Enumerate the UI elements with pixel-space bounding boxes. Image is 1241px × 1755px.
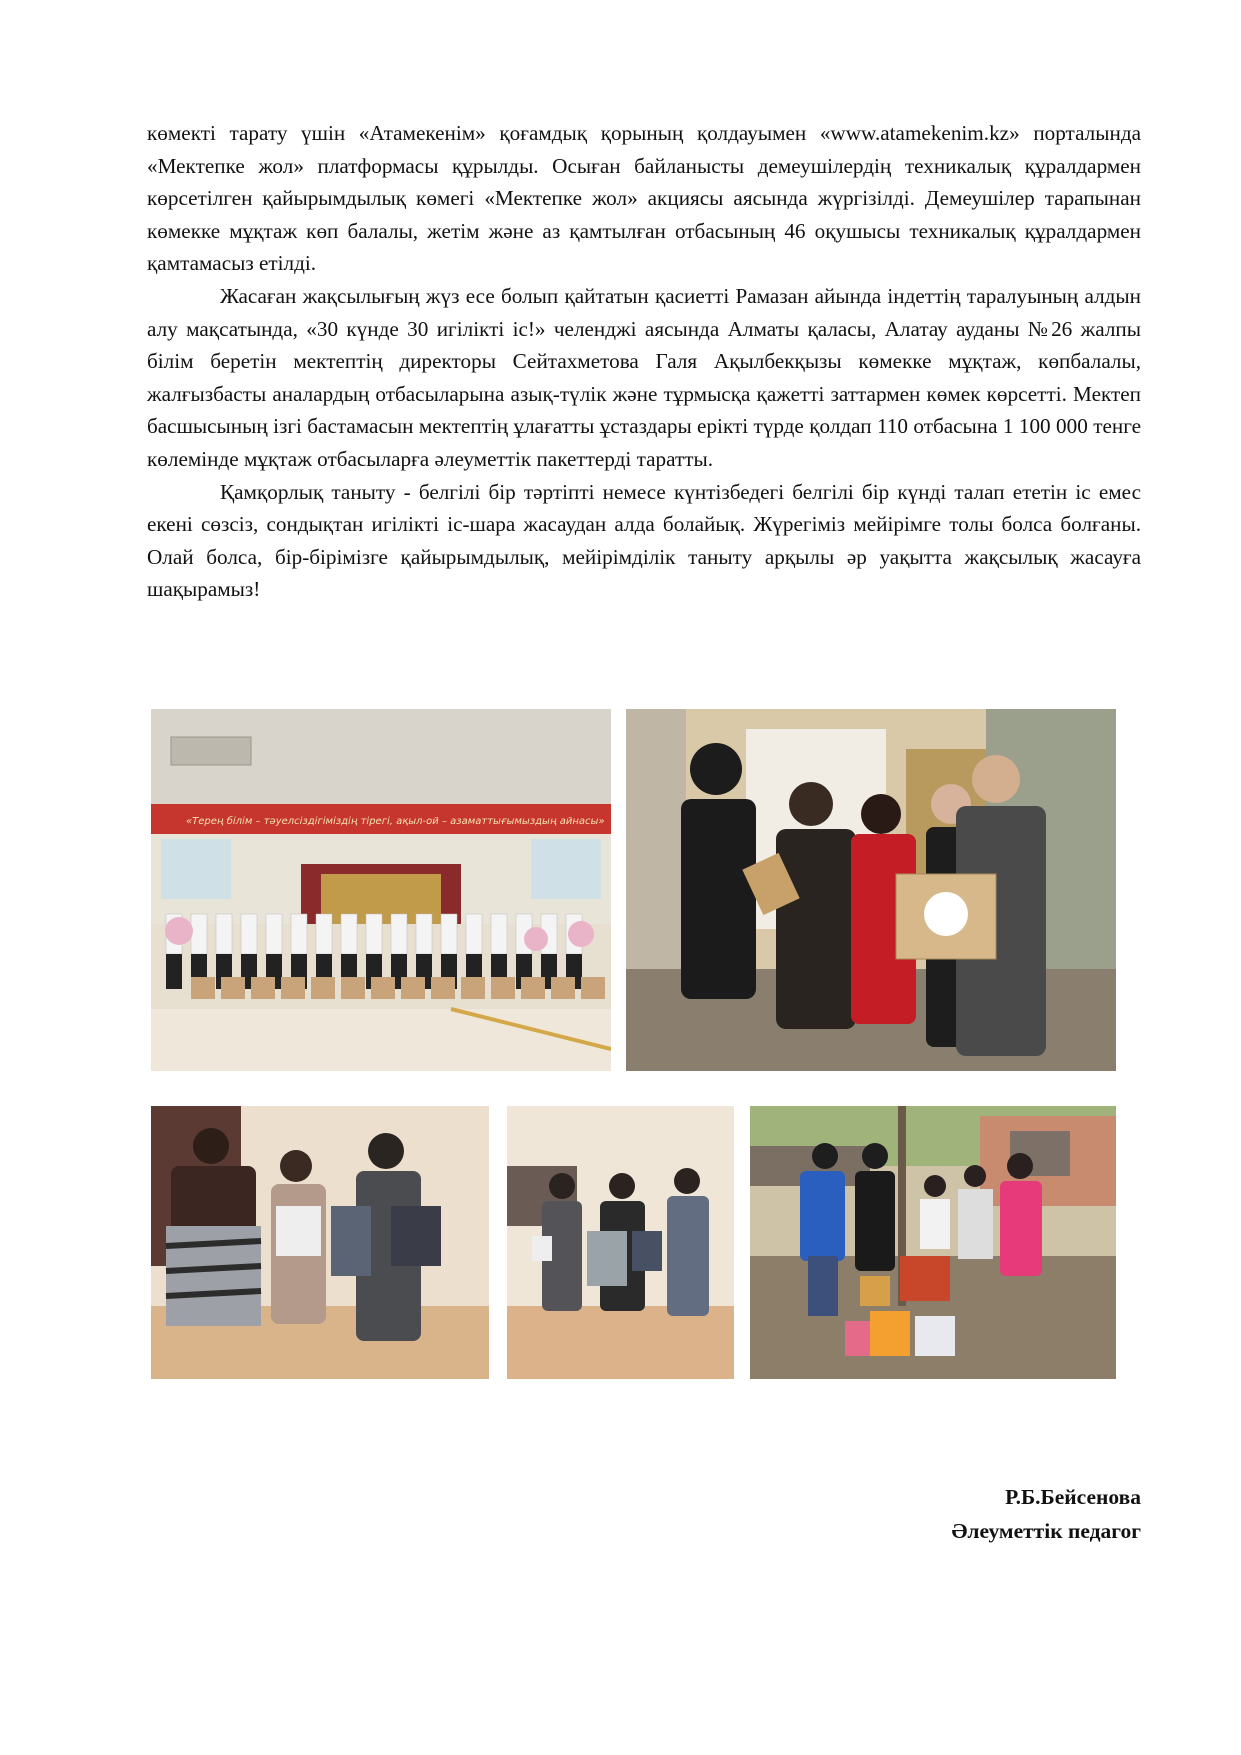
article-paragraph: Қамқорлық таныту - белгілі бір тәртіпті немесе күнтізбедегі белгілі бір күнді талап ететін іс емес екені сөзсіз, сондықтан игілікті іс-шара жасаудан алда болайық. Жүрегіміз мейірімге толы болса болғаны. Олай болса, бір-бірімізге қайырымдылық, мейірімділік таныту арқылы әр уақытта жақсылық жасауға шақырамыз! — [147, 479, 1142, 602]
signature-block — [952, 1480, 1141, 1548]
article-paragraph: Жасаған жақсылығың жүз есе болып қайтатын қасиетті Рамазан айында індеттің таралуының алдын алу мақсатында, «30 күнде 30 игілікті іс!» челенджі аясында Алматы қаласы, Алатау ауданы №26 жалпы білім беретін мектептің директоры Сейтахметова Галя Ақылбекқызы көмекке мұқтаж, көпбалалы, жалғызбасты аналардың отбасыларына азық-түлік және тұрмысқа қажетті заттармен көмек көрсетті. Мектеп басшысының ізгі бастамасын мектептің ұлағатты ұстаздары ерікті түрде қолдап 110 отбасына 1 100 000 тенге көлемінде мұқтаж отбасыларға әлеуметтік пакеттерді таратты. — [147, 283, 1142, 471]
photo-clothes-donation-hall — [507, 1106, 734, 1379]
svg-text:«Терең білім – тәуелсіздігіміз: «Терең білім – тәуелсіздігіміздің тірегі, ақыл-ой – азаматтығымыздың айнасы» — [186, 816, 605, 827]
author-name: Р.Б.Бейсенова — [1005, 1485, 1141, 1509]
article-text — [147, 117, 1141, 606]
article-paragraph: көмекті тарату үшін «Атамекенім» қоғамдық қорының қолдауымен «www.atamekenim.kz» порталында «Мектепке жол» платформасы құрылды. Осыған байланысты демеушілердің техникалық құралдармен көрсетілген қайырымдылық көмегі «Мектепке жол» акциясы аясында жүргізілді. Демеушілер тарапынан көмекке мұқтаж көп балалы, жетім және аз қамтылған отбасының 46 оқушысы техникалық құралдармен қамтамасыз етілді. — [147, 121, 1141, 276]
photo-family-food-bags-yard — [750, 1106, 1116, 1379]
author-title: Әлеуметтік педагог — [951, 1519, 1141, 1543]
photo-clothes-donation-three-women — [151, 1106, 489, 1379]
photo-box-handover — [626, 709, 1116, 1071]
photo-volunteers-group-hall — [151, 709, 611, 1071]
